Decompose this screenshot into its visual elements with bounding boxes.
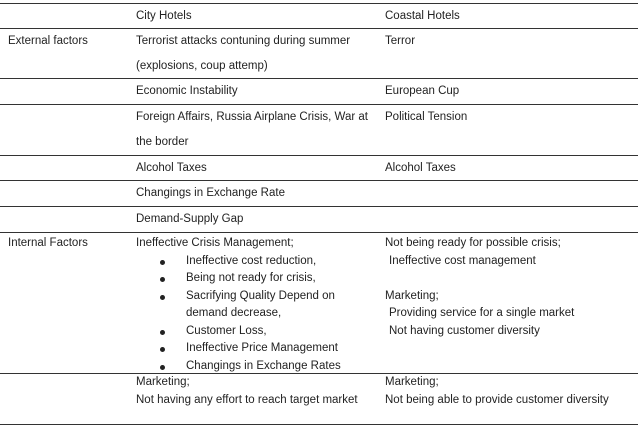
coastal-marketing-text: Not being able to provide customer diversity (385, 393, 609, 406)
city-cell: Changings in Exchange Rate (136, 187, 285, 199)
coastal-cell (381, 374, 638, 424)
external-factors-label: External factors (8, 35, 88, 47)
coastal-marketing-item: Not having customer diversity (389, 324, 540, 337)
list-item: Being not ready for crisis, (186, 270, 381, 288)
city-cell: Demand-Supply Gap (136, 213, 244, 225)
list-item: Ineffective Price Management (186, 340, 381, 358)
city-cell: Economic Instability (136, 85, 238, 97)
factors-table (0, 3, 638, 425)
list-item: Customer Loss, (186, 323, 381, 341)
header-empty (0, 4, 132, 28)
city-bullet-list (136, 253, 381, 376)
header-row (0, 3, 638, 28)
table-row (0, 104, 638, 155)
coastal-marketing-item: Providing service for a single market (389, 307, 575, 319)
city-cell: Alcohol Taxes (136, 162, 207, 174)
city-marketing-heading: Marketing; (136, 376, 190, 388)
city-cell: Terrorist attacks contuning during summer (explosions, coup attemp) (136, 35, 351, 72)
coastal-cell (381, 181, 638, 206)
coastal-crisis-heading: Not being ready for possible crisis; (385, 237, 561, 249)
coastal-marketing-heading: Marketing; (385, 289, 439, 302)
list-item: Ineffective cost reduction, (186, 253, 381, 271)
coastal-cell: Political Tension (385, 111, 468, 123)
marketing-row (0, 373, 638, 425)
city-marketing-text: Not having any effort to reach target market (136, 393, 358, 406)
coastal-cell (381, 233, 638, 373)
coastal-item: Ineffective cost management (389, 254, 536, 267)
table-row (0, 28, 638, 78)
coastal-cell: Terror (385, 35, 416, 47)
internal-row (0, 232, 638, 373)
header-coastal-hotels: Coastal Hotels (385, 10, 460, 22)
table-row (0, 78, 638, 104)
internal-factors-label: Internal Factors (8, 237, 88, 249)
city-cell: Foreign Affairs, Russia Airplane Crisis, War at the border (136, 111, 368, 148)
coastal-cell: European Cup (385, 85, 460, 97)
header-city-hotels: City Hotels (136, 10, 192, 22)
coastal-cell (381, 207, 638, 232)
city-cell (132, 374, 381, 424)
table-row (0, 206, 638, 232)
list-item: Changings in Exchange Rates (186, 358, 381, 376)
coastal-cell: Alcohol Taxes (385, 162, 456, 174)
city-crisis-heading: Ineffective Crisis Management; (136, 237, 294, 249)
table-row (0, 155, 638, 180)
table-row (0, 180, 638, 206)
coastal-marketing-heading: Marketing; (385, 376, 439, 388)
city-cell (132, 233, 381, 373)
list-item: Sacrifying Quality Depend on demand decrease, (186, 288, 356, 323)
